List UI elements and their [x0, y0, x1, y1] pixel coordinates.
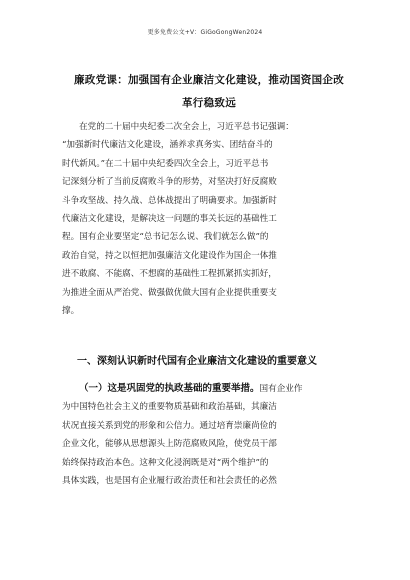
subsection-line: 状况直接关系到党的形象和公信力。通过培育崇廉尚俭的 [62, 420, 277, 431]
intro-paragraph [62, 118, 360, 320]
intro-line: 代廉洁文化建设，是解决这一问题的事关长远的基础性工 [62, 214, 277, 225]
intro-line: 撑。 [62, 306, 80, 317]
subsection-line: 始终保持政治本色。这种文化浸润既是对“两个维护”的 [62, 457, 269, 468]
subsection-first-line [62, 380, 360, 398]
document-title-line-1: 廉政党课：加强国有企业廉洁文化建设，推动国资国企改 [74, 74, 344, 86]
subsection-line: 国有企业作 [259, 384, 303, 394]
subsection-line: 为中国特色社会主义的重要物质基础和政治基础，其廉洁 [62, 402, 277, 413]
section-heading: 一、深刻认识新时代国有企业廉洁文化建设的重要意义 [77, 356, 317, 367]
subsection-heading: （一）这是巩固党的执政基础的重要举措。 [79, 383, 260, 394]
intro-line: “加强新时代廉洁文化建设，涵养求真务实、团结奋斗的 [62, 140, 273, 151]
intro-line: 程。国有企业要坚定“总书记怎么说、我们就怎么做”的 [62, 232, 269, 243]
intro-line: 政治自觉，持之以恒把加强廉洁文化建设作为国企一体推 [62, 250, 277, 261]
intro-line: 斗争攻坚战、持久战、总体战提出了明确要求。加强新时 [62, 195, 277, 206]
header-note: 更多免费公文+V：GiGoGongWen2024 [147, 29, 263, 36]
subsection-line: 企业文化，能够从思想源头上防范腐败风险，使党员干部 [62, 439, 277, 450]
intro-line: 时代新风。”在二十届中央纪委四次全会上，习近平总书 [62, 158, 269, 169]
intro-line: 进不敢腐、不能腐、不想腐的基础性工程抓紧抓实抓好， [62, 269, 277, 280]
intro-line: 在党的二十届中央纪委二次全会上，习近平总书记强调： [79, 122, 294, 132]
document-title-line-2: 革行稳致远 [182, 97, 236, 109]
subsection-line: 具体实践，也是国有企业履行政治责任和社会责任的必然 [62, 476, 277, 487]
subsection-paragraph [62, 380, 360, 490]
intro-line: 记深刻分析了当前反腐败斗争的形势，对坚决打好反腐败 [62, 177, 277, 188]
intro-line: 为推进全面从严治党、做强做优做大国有企业提供重要支 [62, 287, 277, 298]
